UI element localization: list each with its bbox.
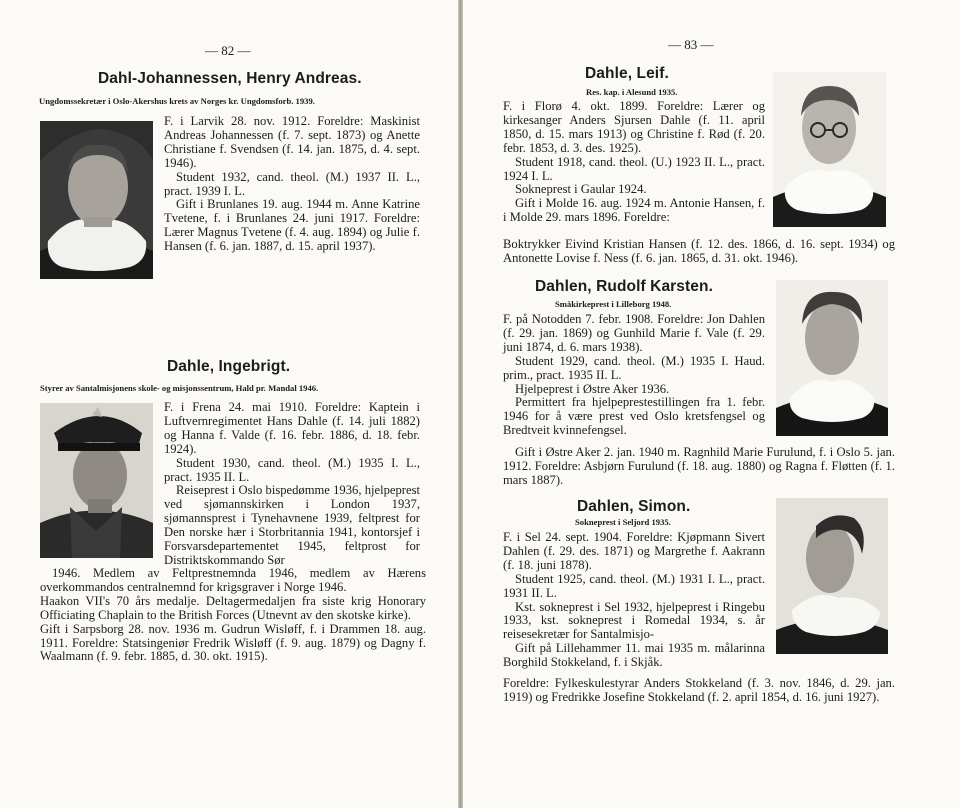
entry-paragraph: F. i Sel 24. sept. 1904. Foreldre: Kjøpmann Sivert Dahlen (f. 29. des. 1871) og Margrethe f. Aakrann (f. 18. juni 1878). — [503, 530, 765, 572]
entry-text-dahlen-simon-below — [503, 677, 895, 705]
right-page — [463, 0, 960, 808]
entry-name-dahl-johannessen: Dahl-Johannessen, Henry Andreas. — [98, 70, 362, 87]
entry-paragraph: F. i Florø 4. okt. 1899. Foreldre: Lærer og kirkesanger Anders Sjursen Dahle (f. 11. april 1850, d. 15. mars 1913) og Christine f. Rød (f. 20. febr. 1853, d. 3. des. 1925). — [503, 99, 765, 155]
entry-paragraph: Gift i Brunlanes 19. aug. 1944 m. Anne Katrine Tvetene, f. i Brunlanes 24. juni 1917. Foreldre: Lærer Magnus Tvetene (f. 4. aug. 1894) og Julie f. Hansen (f. 6. jan. 1887, d. 15. april 1937). — [164, 197, 420, 254]
entry-position: Res. kap. i Alesund 1935. — [586, 87, 678, 97]
entry-paragraph: Reiseprest i Oslo bispedømme 1936, hjelpeprest ved sjømannskirken i London 1937, sjømannsprest i Tynehavnene 1939, feltprest for Den norske hær i Storbritannia 1941, kontorsjef i Forsvarsdepartementet 1945, feltprost for Distriktskommando Sør — [164, 483, 420, 567]
entry-name-dahle-leif: Dahle, Leif. — [585, 65, 669, 82]
entry-paragraph: Foreldre: Fylkeskulestyrar Anders Stokkeland (f. 3. nov. 1846, d. 29. jan. 1919) og Fredrikke Josefine Stokkeland (f. 2. april 1854, d. 16. juni 1927). — [503, 676, 895, 704]
entry-paragraph: Gift i Østre Aker 2. jan. 1940 m. Ragnhild Marie Furulund, f. i Oslo 5. jan. 1912. Foreldre: Asbjørn Furulund (f. 18. aug. 1880) og Ragna f. Fløtten (f. 1. mars 1887). — [503, 445, 895, 487]
page-number-82: — 82 — — [205, 43, 251, 58]
portrait-photo-dahlen-simon — [776, 498, 888, 654]
left-page — [0, 0, 458, 808]
entry-position: Sokneprest i Seljord 1935. — [575, 517, 671, 527]
entry-paragraph: Student 1929, cand. theol. (M.) 1935 I. Haud. prim., pract. 1935 II. L. — [503, 353, 765, 382]
entry-paragraph: Student 1925, cand. theol. (M.) 1931 I. L., pract. 1931 II. L. — [503, 571, 765, 600]
entry-name-dahle-ingebrigt: Dahle, Ingebrigt. — [167, 358, 291, 375]
page-number-83: — 83 — — [668, 37, 714, 52]
entry-text-dahle-leif-beside — [503, 100, 765, 225]
entry-paragraph: Student 1930, cand. theol. (M.) 1935 I. L., pract. 1935 II. L. — [164, 455, 420, 484]
entry-paragraph: Student 1918, cand. theol. (U.) 1923 II. L., pract. 1924 I. L. — [503, 154, 765, 183]
entry-text-dahl-johannessen — [164, 115, 420, 254]
portrait-photo-dahlen-rudolf — [776, 280, 888, 436]
entry-paragraph: Hjelpeprest i Østre Aker 1936. — [515, 381, 670, 396]
entry-paragraph: Sokneprest i Gaular 1924. — [515, 182, 647, 197]
entry-text-dahlen-rudolf-beside — [503, 313, 765, 438]
entry-text-dahle-ingebrigt-beside — [164, 401, 420, 568]
entry-paragraph: Gift på Lillehammer 11. mai 1935 m. målarinna Borghild Stokkeland, f. i Skjåk. — [503, 641, 765, 670]
entry-position: Småkirkeprest i Lilleborg 1948. — [555, 299, 672, 309]
entry-name-dahlen-rudolf: Dahlen, Rudolf Karsten. — [535, 278, 713, 295]
entry-paragraph: Kst. sokneprest i Sel 1932, hjelpeprest i Ringebu 1933, kst. sokneprest i Romedal 1934, s. år reisesekretær for Santalmisjo- — [503, 599, 765, 642]
entry-name-dahlen-simon: Dahlen, Simon. — [577, 498, 691, 515]
entry-paragraph: F. i Frena 24. mai 1910. Foreldre: Kaptein i Luftvernregimentet Hans Dahle (f. 14. juli 1882) og Hanna f. Valde (f. 16. febr. 1886, d. 18. febr. 1924). — [164, 400, 420, 456]
entry-paragraph: Gift i Sarpsborg 28. nov. 1936 m. Gudrun Wisløff, f. i Drammen 18. aug. 1911. Foreldre: Statsingeniør Fredrik Wisløff (f. 9. aug. 1879) og Dagny f. Waalmann (f. 9. febr. 1885, d. 30. okt. 1915). — [40, 621, 426, 664]
entry-position: Styrer av Santalmisjonens skole- og misjonssentrum, Hald pr. Mandal 1946. — [40, 383, 319, 393]
portrait-photo-dahle-leif — [773, 72, 886, 227]
entry-text-dahlen-simon-beside — [503, 531, 765, 670]
entry-paragraph: F. på Notodden 7. febr. 1908. Foreldre: Jon Dahlen (f. 29. jan. 1869) og Gunhild Marie f. Vale (f. 29. juni 1874, d. 6. mars 1938). — [503, 312, 765, 354]
entry-paragraph: Student 1932, cand. theol. (M.) 1937 II. L., pract. 1939 I. L. — [164, 169, 420, 198]
entry-position: Ungdomssekretær i Oslo-Akershus krets av Norges kr. Ungdomsforb. 1939. — [39, 96, 315, 106]
portrait-photo-dahle-ingebrigt — [40, 403, 153, 558]
entry-paragraph: Gift i Molde 16. aug. 1924 m. Antonie Hansen, f. i Molde 29. mars 1896. Foreldre: — [503, 196, 765, 225]
entry-text-dahlen-rudolf-below — [503, 446, 895, 488]
portrait-photo-dahl-johannessen — [40, 121, 153, 279]
entry-paragraph: Boktrykker Eivind Kristian Hansen (f. 12. des. 1866, d. 16. sept. 1934) og Antonette Lovise f. Ness (f. 6. jan. 1865, d. 31. okt. 1946). — [503, 237, 895, 265]
entry-paragraph: Permittert fra hjelpeprestestillingen fra 1. febr. 1946 for å være prest ved Oslo kretsfengsel og Bredtveit kvinnefengsel. — [503, 395, 765, 438]
entry-paragraph: F. i Larvik 28. nov. 1912. Foreldre: Maskinist Andreas Johannessen (f. 7. sept. 1873) og Anette Christiane f. Svendsen (f. 14. jan. 1875, d. 4. sept. 1946). — [164, 114, 420, 170]
entry-text-dahle-ingebrigt-below — [40, 567, 426, 664]
entry-text-dahle-leif-below — [503, 238, 895, 266]
entry-paragraph: 1946. Medlem av Feltprestnemnda 1946, medlem av Hærens overkommandos centralnemnd for krigsgraver i Norge 1946. — [40, 566, 426, 594]
entry-paragraph: Haakon VII's 70 års medalje. Deltagermedaljen fra siste krig Honorary Officiating Chaplain to the British Forces (Utnevnt av den skotske kirke). — [40, 593, 426, 622]
